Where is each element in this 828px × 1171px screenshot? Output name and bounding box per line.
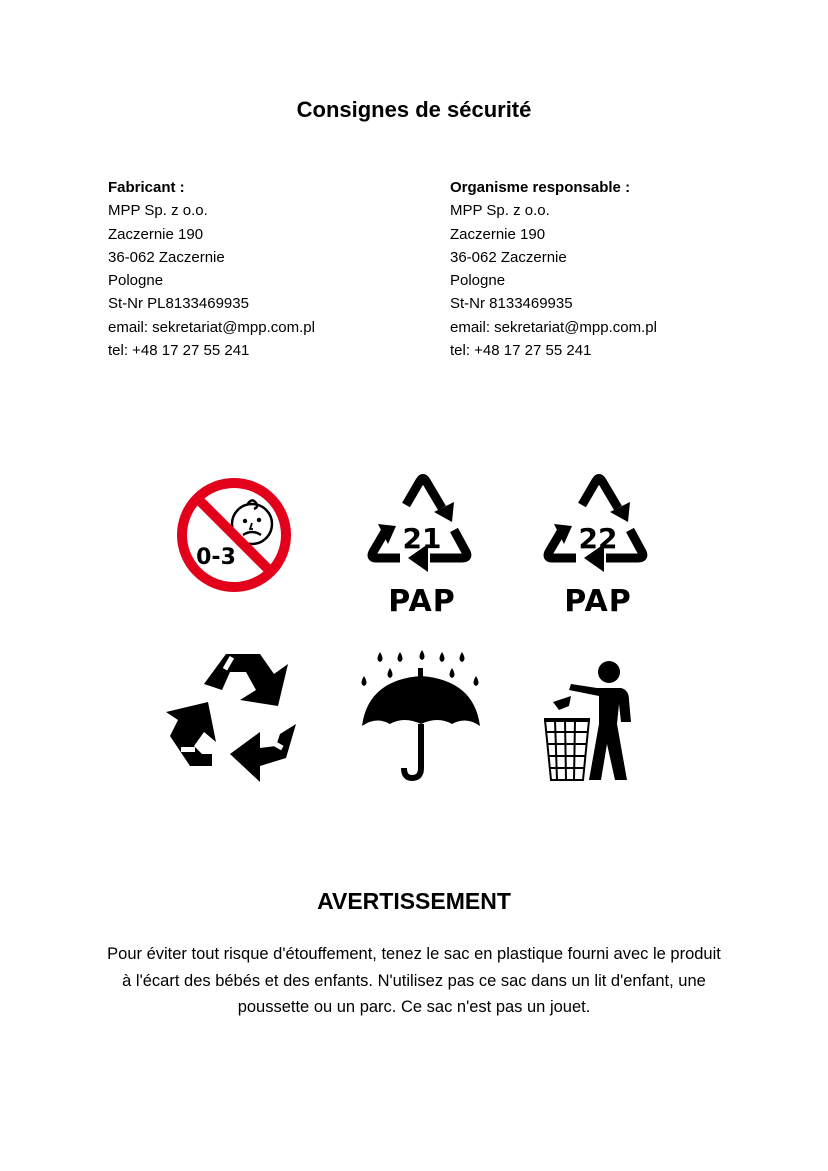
manufacturer-line: tel: +48 17 27 55 241: [108, 342, 250, 360]
dispose-in-bin-icon: [541, 660, 641, 784]
recycle-pap-21-icon: [362, 470, 482, 582]
responsible-line: Pologne: [450, 272, 506, 290]
page-title: Consignes de sécurité: [296, 97, 532, 122]
age-label: 0-3: [196, 545, 236, 570]
manufacturer-line: Zaczernie 190: [108, 225, 204, 243]
recycle-material-label: PAP: [388, 584, 456, 619]
recycle-material-label: PAP: [564, 584, 632, 619]
responsible-line: tel: +48 17 27 55 241: [450, 342, 592, 360]
recycle-pap-22-icon: [538, 470, 658, 582]
recycle-number: 21: [402, 522, 442, 555]
warning-line: poussette ou un parc. Ce sac n'est pas un jouet.: [237, 998, 591, 1016]
warning-line: Pour éviter tout risque d'étouffement, tenez le sac en plastique fourni avec le produit: [107, 945, 721, 963]
warning-title: AVERTISSEMENT: [317, 888, 511, 914]
responsible-heading: Organisme responsable :: [450, 179, 631, 196]
responsible-line: St-Nr 8133469935: [450, 295, 573, 313]
responsible-line: MPP Sp. z o.o.: [450, 202, 550, 220]
manufacturer-line: Pologne: [108, 272, 164, 290]
manufacturer-block: [108, 176, 428, 362]
umbrella-keep-dry-icon: [358, 650, 484, 782]
not-for-children-0-3-icon: [175, 476, 293, 594]
manufacturer-line: St-Nr PL8133469935: [108, 295, 249, 313]
recycle-number: 22: [578, 522, 618, 555]
manufacturer-line: MPP Sp. z o.o.: [108, 202, 208, 220]
responsible-line: email: sekretariat@mpp.com.pl: [450, 318, 657, 336]
responsible-block: [450, 176, 770, 362]
responsible-line: 36-062 Zaczernie: [450, 248, 567, 266]
manufacturer-line: 36-062 Zaczernie: [108, 248, 225, 266]
manufacturer-line: email: sekretariat@mpp.com.pl: [108, 318, 315, 336]
warning-line: à l'écart des bébés et des enfants. N'utilisez pas ce sac dans un lit d'enfant, une: [122, 971, 706, 990]
recycle-icon: [164, 650, 300, 782]
responsible-line: Zaczernie 190: [450, 225, 546, 243]
manufacturer-heading: Fabricant :: [108, 179, 185, 196]
warning-text: [60, 941, 768, 1021]
